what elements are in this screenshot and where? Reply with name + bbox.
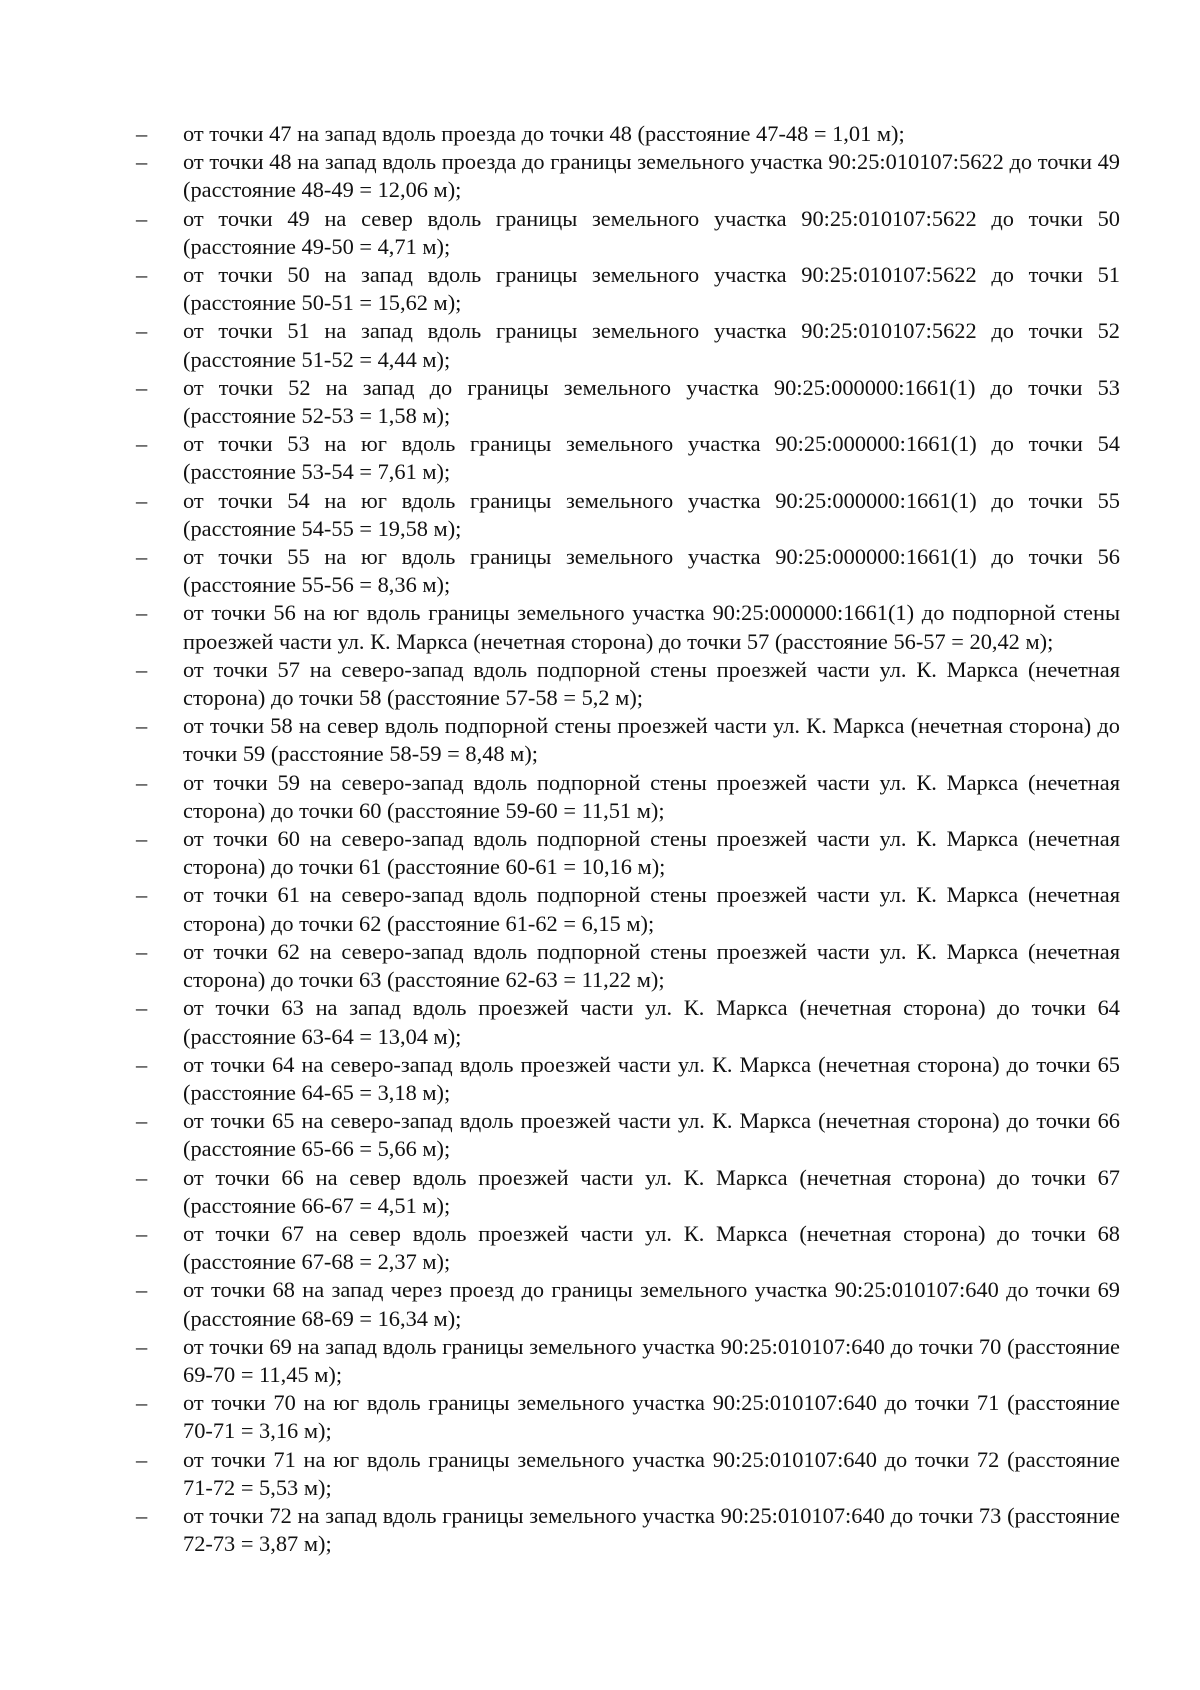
list-item-text: от точки 56 на юг вдоль границы земельного участка 90:25:000000:1661(1) до подпорной стены проезжей части ул. К. Маркса (нечетная сторона) до точки 57 (расстояние 56-57 = 20,42 м); (183, 600, 1120, 654)
bullet-dash: – (136, 205, 148, 231)
list-item (130, 261, 1120, 317)
list-item-text: от точки 54 на юг вдоль границы земельного участка 90:25:000000:1661(1) до точки 55 (расстояние 54-55 = 19,58 м); (183, 487, 1120, 541)
bullet-dash: – (136, 149, 148, 175)
list-item (130, 317, 1120, 373)
bullet-dash: – (136, 318, 148, 344)
list-item (130, 1051, 1120, 1107)
list-item-text: от точки 65 на северо-запад вдоль проезжей части ул. К. Маркса (нечетная сторона) до точки 66 (расстояние 65-66 = 5,66 м); (183, 1108, 1120, 1162)
list-item-text: от точки 52 на запад до границы земельного участка 90:25:000000:1661(1) до точки 53 (расстояние 52-53 = 1,58 м); (183, 374, 1120, 429)
list-item (130, 487, 1120, 543)
list-item-text: от точки 62 на северо-запад вдоль подпорной стены проезжей части ул. К. Маркса (нечетная сторона) до точки 63 (расстояние 62-63 = 11,22 м); (183, 938, 1120, 993)
list-item (130, 1333, 1120, 1389)
list-item-text: от точки 69 на запад вдоль границы земельного участка 90:25:010107:640 до точки 70 (расстояние 69-70 = 11,45 м); (183, 1333, 1120, 1387)
bullet-dash: – (136, 1108, 148, 1134)
list-item-text: от точки 72 на запад вдоль границы земельного участка 90:25:010107:640 до точки 73 (расстояние 72-73 = 3,87 м); (183, 1502, 1120, 1557)
list-item-text: от точки 67 на север вдоль проезжей части ул. К. Маркса (нечетная сторона) до точки 68 (расстояние 67-68 = 2,37 м); (183, 1220, 1120, 1275)
list-item (130, 825, 1120, 881)
list-item (130, 1107, 1120, 1163)
bullet-dash: – (136, 1446, 148, 1472)
list-item (130, 1276, 1120, 1332)
list-item (130, 994, 1120, 1050)
list-item-text: от точки 49 на север вдоль границы земельного участка 90:25:010107:5622 до точки 50 (расстояние 49-50 = 4,71 м); (183, 205, 1120, 259)
list-item-text: от точки 61 на северо-запад вдоль подпорной стены проезжей части ул. К. Маркса (нечетная сторона) до точки 62 (расстояние 61-62 = 6,15 м); (183, 882, 1120, 936)
bullet-dash: – (136, 121, 148, 146)
list-item-text: от точки 60 на северо-запад вдоль подпорной стены проезжей части ул. К. Маркса (нечетная сторона) до точки 61 (расстояние 60-61 = 10,16 м); (183, 826, 1120, 880)
list-item (130, 1389, 1120, 1445)
list-item (130, 148, 1120, 204)
list-item (130, 1502, 1120, 1558)
list-item-text: от точки 64 на северо-запад вдоль проезжей части ул. К. Маркса (нечетная сторона) до точки 65 (расстояние 64-65 = 3,18 м); (183, 1051, 1120, 1105)
list-item-text: от точки 48 на запад вдоль проезда до границы земельного участка 90:25:010107:5622 до точки 49 (расстояние 48-49 = 12,06 м); (183, 149, 1120, 203)
bullet-dash: – (136, 713, 148, 739)
list-item-text: от точки 71 на юг вдоль границы земельного участка 90:25:010107:640 до точки 72 (расстояние 71-72 = 5,53 м); (183, 1446, 1120, 1500)
bullet-dash: – (136, 262, 148, 288)
list-item (130, 712, 1120, 768)
bullet-dash: – (136, 1164, 148, 1190)
bullet-dash: – (136, 995, 148, 1021)
list-item-text: от точки 70 на юг вдоль границы земельного участка 90:25:010107:640 до точки 71 (расстояние 70-71 = 3,16 м); (183, 1390, 1120, 1444)
list-item-text: от точки 63 на запад вдоль проезжей части ул. К. Маркса (нечетная сторона) до точки 64 (расстояние 63-64 = 13,04 м); (183, 995, 1120, 1049)
list-item-text: от точки 50 на запад вдоль границы земельного участка 90:25:010107:5622 до точки 51 (расстояние 50-51 = 15,62 м); (183, 262, 1120, 316)
list-item (130, 1164, 1120, 1220)
bullet-dash: – (136, 544, 148, 570)
boundary-description-list (130, 120, 1120, 1558)
list-item (130, 599, 1120, 655)
bullet-dash: – (136, 431, 148, 457)
list-item (130, 656, 1120, 712)
list-item-text: от точки 51 на запад вдоль границы земельного участка 90:25:010107:5622 до точки 52 (расстояние 51-52 = 4,44 м); (183, 318, 1120, 372)
bullet-dash: – (136, 1502, 148, 1528)
list-item (130, 543, 1120, 599)
bullet-dash: – (136, 938, 148, 964)
bullet-dash: – (136, 1333, 148, 1359)
bullet-dash: – (136, 882, 148, 908)
list-item (130, 938, 1120, 994)
list-item-text: от точки 68 на запад через проезд до границы земельного участка 90:25:010107:640 до точки 69 (расстояние 68-69 = 16,34 м); (183, 1277, 1120, 1331)
bullet-dash: – (136, 769, 148, 795)
bullet-dash: – (136, 1390, 148, 1416)
list-item (130, 205, 1120, 261)
list-item-text: от точки 58 на север вдоль подпорной стены проезжей части ул. К. Маркса (нечетная сторона) до точки 59 (расстояние 58-59 = 8,48 м); (183, 713, 1120, 767)
list-item (130, 374, 1120, 430)
bullet-dash: – (136, 826, 148, 852)
list-item (130, 1220, 1120, 1276)
list-item-text: от точки 57 на северо-запад вдоль подпорной стены проезжей части ул. К. Маркса (нечетная сторона) до точки 58 (расстояние 57-58 = 5,2 м); (183, 656, 1120, 711)
list-item-text: от точки 47 на запад вдоль проезда до точки 48 (расстояние 47-48 = 1,01 м); (183, 121, 905, 146)
bullet-dash: – (136, 1220, 148, 1246)
list-item-text: от точки 53 на юг вдоль границы земельного участка 90:25:000000:1661(1) до точки 54 (расстояние 53-54 = 7,61 м); (183, 431, 1120, 485)
list-item (130, 1446, 1120, 1502)
list-item (130, 120, 1120, 148)
bullet-dash: – (136, 1277, 148, 1303)
list-item (130, 430, 1120, 486)
bullet-dash: – (136, 656, 148, 682)
list-item (130, 769, 1120, 825)
bullet-dash: – (136, 600, 148, 626)
list-item-text: от точки 59 на северо-запад вдоль подпорной стены проезжей части ул. К. Маркса (нечетная сторона) до точки 60 (расстояние 59-60 = 11,51 м); (183, 769, 1120, 823)
list-item-text: от точки 66 на север вдоль проезжей части ул. К. Маркса (нечетная сторона) до точки 67 (расстояние 66-67 = 4,51 м); (183, 1164, 1120, 1218)
list-item (130, 881, 1120, 937)
bullet-dash: – (136, 487, 148, 513)
list-item-text: от точки 55 на юг вдоль границы земельного участка 90:25:000000:1661(1) до точки 56 (расстояние 55-56 = 8,36 м); (183, 544, 1120, 598)
bullet-dash: – (136, 1051, 148, 1077)
bullet-dash: – (136, 374, 148, 400)
